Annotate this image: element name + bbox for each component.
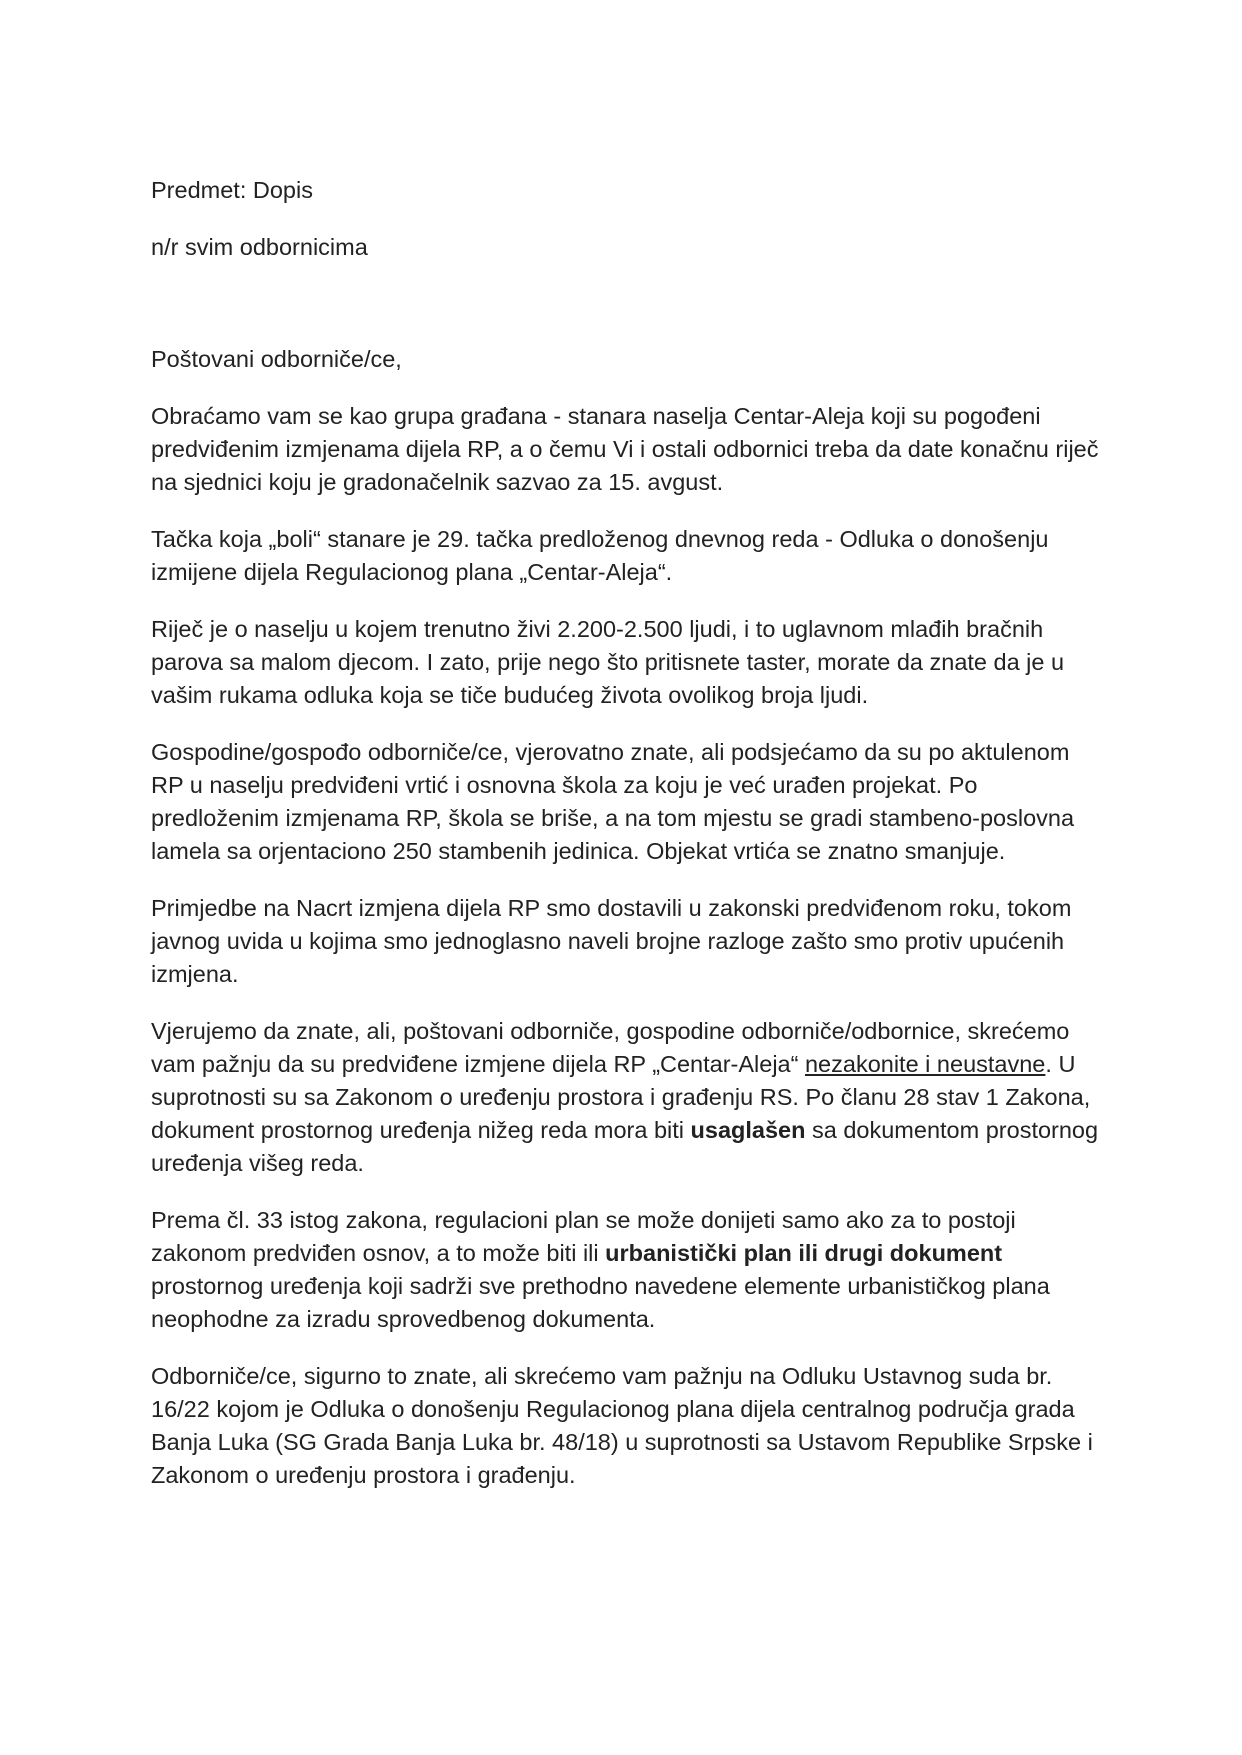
bold-word: usaglašen — [690, 1117, 806, 1143]
paragraph-3: Riječ je o naselju u kojem trenutno živi 2.200-2.500 ljudi, i to uglavnom mlađih bračnih parova sa malom djecom. I zato, prije nego što pritisnete taster, morate da znate da je u vašim rukama odluka koja se tiče budućeg života ovolikog broja ljudi. — [151, 616, 1065, 708]
paragraph-6 — [151, 1015, 1106, 1180]
paragraph-4: Gospodine/gospođo odborniče/ce, vjerovatno znate, ali podsjećamo da su po aktulenom RP u naselju predviđeni vrtić i osnovna škola za koju je već urađen projekat. Po predloženim izmjenama RP, škola se briše, a na tom mjestu se gradi stambeno-poslovna lamela sa orjentaciono 250 stambenih jedinica. Objekat vrtića se znatno smanjuje. — [151, 739, 1075, 864]
underlined-phrase: nezakonite i neustavne — [804, 1051, 1046, 1077]
subject-line: Predmet: Dopis — [151, 177, 313, 203]
paragraph-7 — [151, 1204, 1106, 1336]
paragraph-6-part-a: Vjerujemo da znate, ali, poštovani odborniče, gospodine odborniče/odbornice, skrećemo vam pažnju da su predviđene izmjene dijela RP „Centar-Aleja“ — [151, 1018, 1070, 1077]
salutation: Poštovani odborniče/ce, — [151, 346, 402, 372]
paragraph-6-part-c: sa dokumentom prostornog uređenja višeg reda. — [151, 1117, 1099, 1176]
bold-phrase: urbanistički plan ili drugi dokument — [605, 1240, 1003, 1266]
paragraph-7-part-a: Prema čl. 33 istog zakona, regulacioni plan se može donijeti samo ako za to postoji zakonom predviđen osnov, a to može biti ili — [151, 1207, 1016, 1266]
attention-line: n/r svim odbornicima — [151, 234, 368, 260]
paragraph-6-part-b: . U suprotnosti su sa Zakonom o uređenju prostora i građenju RS. Po članu 28 stav 1 Zakona, dokument prostornog uređenja nižeg reda mora biti — [151, 1051, 1091, 1143]
paragraph-1: Obraćamo vam se kao grupa građana - stanara naselja Centar-Aleja koji su pogođeni predviđenim izmjenama dijela RP, a o čemu Vi i ostali odbornici treba da date konačnu riječ na sjednici koju je gradonačelnik sazvao za 15. avgust. — [151, 403, 1099, 495]
paragraph-8: Odborniče/ce, sigurno to znate, ali skrećemo vam pažnju na Odluku Ustavnog suda br. 16/22 kojom je Odluka o donošenju Regulacionog plana dijela centralnog područja grada Banja Luka (SG Grada Banja Luka br. 48/18) u suprotnosti sa Ustavom Republike Srpske i Zakonom o uređenju prostora i građenju. — [151, 1363, 1093, 1488]
paragraph-2: Tačka koja „boli“ stanare je 29. tačka predloženog dnevnog reda - Odluka o donošenju izmijene dijela Regulacionog plana „Centar-Aleja“. — [151, 526, 1049, 585]
paragraph-5: Primjedbe na Nacrt izmjena dijela RP smo dostavili u zakonski predviđenom roku, tokom javnog uvida u kojima smo jednoglasno naveli brojne razloge zašto smo protiv upućenih izmjena. — [151, 895, 1072, 987]
paragraph-7-part-b: prostornog uređenja koji sadrži sve prethodno navedene elemente urbanističkog plana neophodne za izradu sprovedbenog dokumenta. — [151, 1273, 1050, 1332]
letter-body — [151, 174, 1106, 1516]
